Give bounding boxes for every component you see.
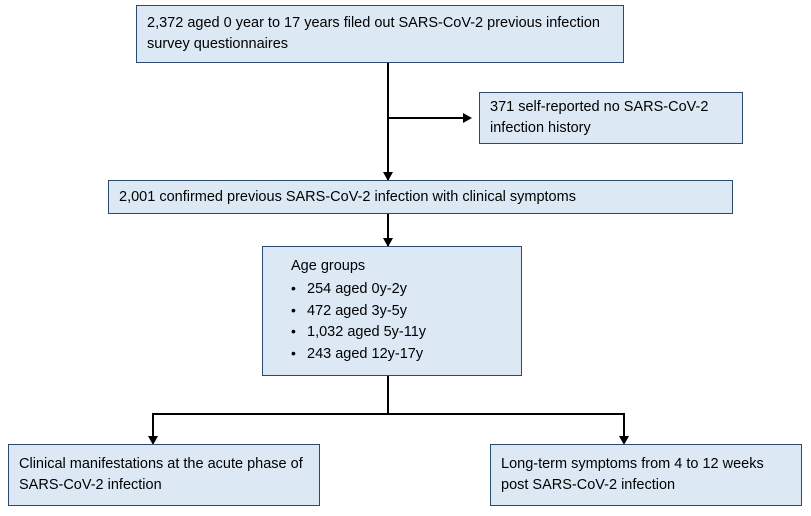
connector-top-to-confirmed — [387, 63, 389, 180]
connector-agegroups-down — [387, 376, 389, 414]
age-group-item: • 472 aged 3y-5y — [291, 301, 511, 323]
node-total-questionnaires — [136, 5, 624, 63]
node-total-questionnaires-label: 2,372 aged 0 year to 17 years filed out SARS-CoV-2 previous infection survey questionnaires — [147, 14, 600, 52]
node-long-term-symptoms — [490, 444, 802, 506]
node-confirmed-infection-label: 2,001 confirmed previous SARS-CoV-2 infection with clinical symptoms — [119, 188, 576, 205]
age-group-item: • 254 aged 0y-2y — [291, 279, 511, 301]
node-acute-phase-manifestations — [8, 444, 320, 506]
node-acute-phase-manifestations-label: Clinical manifestations at the acute phase of SARS-CoV-2 infection — [19, 455, 303, 493]
age-groups-title: Age groups — [291, 258, 366, 275]
age-groups-list — [273, 279, 511, 366]
arrowhead-to-excluded — [463, 113, 472, 123]
node-excluded-self-reported-label: 371 self-reported no SARS-CoV-2 infection history — [490, 98, 709, 136]
connector-to-excluded — [387, 117, 465, 119]
age-group-item: • 1,032 aged 5y-11y — [291, 322, 511, 344]
age-group-item: • 243 aged 12y-17y — [291, 344, 511, 366]
node-age-groups — [262, 246, 522, 376]
age-groups-content — [273, 256, 511, 366]
node-excluded-self-reported — [479, 92, 743, 144]
node-long-term-symptoms-label: Long-term symptoms from 4 to 12 weeks post SARS-CoV-2 infection — [501, 455, 764, 493]
connector-split-horizontal — [152, 413, 624, 415]
node-confirmed-infection — [108, 180, 733, 214]
